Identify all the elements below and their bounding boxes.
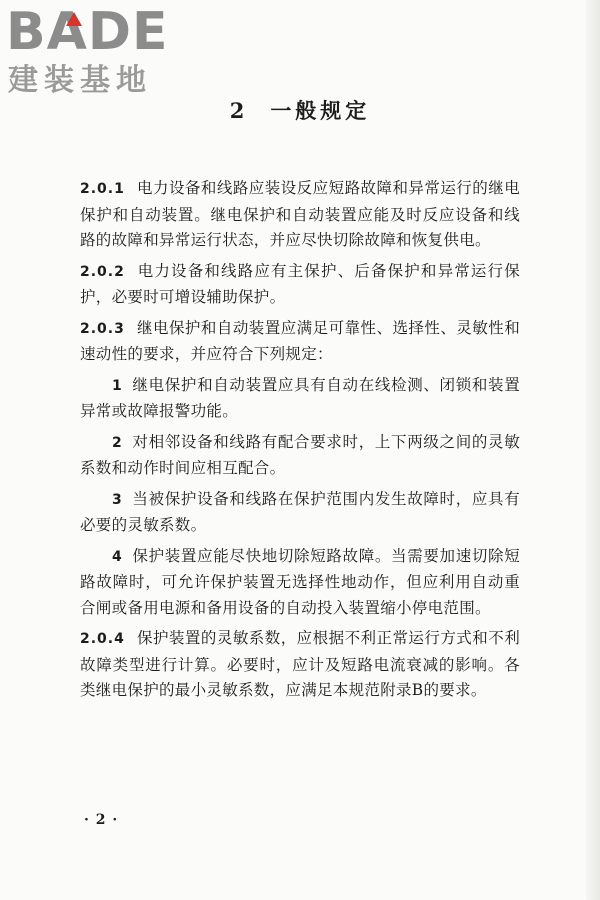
item-number: 4 xyxy=(112,548,123,565)
list-item xyxy=(80,487,520,539)
bade-logo xyxy=(6,4,182,100)
clause xyxy=(80,316,520,368)
item-text: 继电保护和自动装置应具有自动在线检测、闭锁和装置异常或故障报警功能。 xyxy=(80,375,520,420)
item-text: 保护装置应能尽快地切除短路故障。当需要加速切除短路故障时，可允许保护装置无选择性地动作，但应利用自动重合闸或备用电源和备用设备的自动投入装置缩小停电范围。 xyxy=(80,546,520,617)
page-edge xyxy=(586,0,600,900)
item-number: 1 xyxy=(112,377,123,394)
chapter-number: 2 xyxy=(229,98,249,123)
clause-text: 保护装置的灵敏系数，应根据不利正常运行方式和不利故障类型进行计算。必要时，应计及短路电流衰减的影响。各类继电保护的最小灵敏系数，应满足本规范附录B的要求。 xyxy=(80,629,520,699)
item-text: 对相邻设备和线路有配合要求时，上下两级之间的灵敏系数和动作时间应相互配合。 xyxy=(80,432,520,477)
document-body xyxy=(80,176,520,709)
chapter-title-text: 一般规定 xyxy=(270,98,371,123)
list-item xyxy=(80,544,520,622)
logo-wordmark: BADE xyxy=(6,2,169,62)
clause xyxy=(80,176,520,254)
logo-subtitle: 建装基地 xyxy=(8,63,152,98)
page-number: · 2 · xyxy=(84,812,119,828)
item-text: 当被保护设备和线路在保护范围内发生故障时，应具有必要的灵敏系数。 xyxy=(80,489,520,534)
clause-number: 2.0.4 xyxy=(80,631,125,647)
clause xyxy=(80,626,520,704)
clause-text: 电力设备和线路应装设反应短路故障和异常运行的继电保护和自动装置。继电保护和自动装置应能及时反应设备和线路的故障和异常运行状态，并应尽快切除故障和恢复供电。 xyxy=(80,179,520,249)
clause-number: 2.0.1 xyxy=(80,181,125,197)
list-item xyxy=(80,373,520,425)
clause-number: 2.0.3 xyxy=(80,320,125,337)
clause-text: 电力设备和线路应有主保护、后备保护和异常运行保护，必要时可增设辅助保护。 xyxy=(80,261,520,306)
chapter-title xyxy=(0,95,600,125)
clause xyxy=(80,259,520,311)
list-item xyxy=(80,430,520,482)
item-number: 2 xyxy=(112,434,123,451)
clause-text: 继电保护和自动装置应满足可靠性、选择性、灵敏性和速动性的要求，并应符合下列规定： xyxy=(80,318,520,363)
item-number: 3 xyxy=(112,491,123,508)
clause-number: 2.0.2 xyxy=(80,263,125,280)
logo-accent-triangle-icon xyxy=(66,12,82,26)
